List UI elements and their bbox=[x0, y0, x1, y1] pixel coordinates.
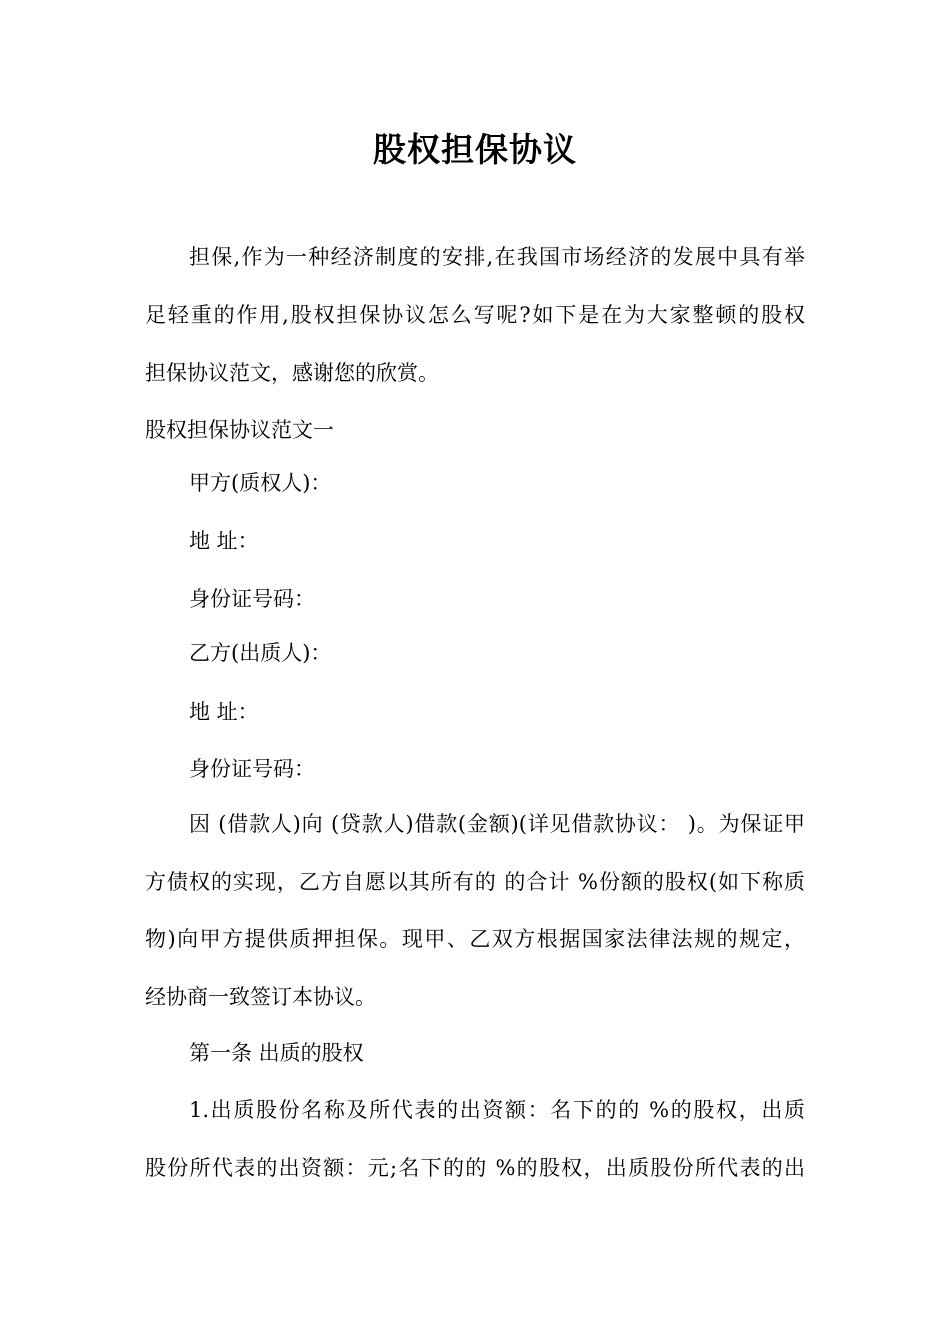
paragraph-line: 因 (借款人)向 (贷款人)借款(金额)(详见借款协议： )。为保证甲 bbox=[189, 812, 805, 836]
paragraph-line: 地 址： bbox=[189, 529, 259, 553]
paragraph-line: 身份证号码： bbox=[189, 587, 315, 611]
article-heading: 第一条 出质的股权 bbox=[189, 1041, 364, 1065]
paragraph-line: 方债权的实现，乙方自愿以其所有的 的合计 %份额的股权(如下称质 bbox=[145, 870, 805, 894]
paragraph-line: 身份证号码： bbox=[189, 757, 315, 781]
paragraph-line: 甲方(质权人)： bbox=[189, 471, 332, 495]
paragraph-line: 足轻重的作用,股权担保协议怎么写呢?如下是在为大家整顿的股权 bbox=[145, 303, 805, 327]
paragraph-line: 乙方(出质人)： bbox=[189, 641, 332, 665]
paragraph-line: 地 址： bbox=[189, 700, 259, 724]
section-heading: 股权担保协议范文一 bbox=[145, 418, 334, 442]
paragraph-line: 经协商一致签订本协议。 bbox=[145, 985, 376, 1009]
paragraph-line: 股份所代表的出资额：元;名下的的 %的股权，出质股份所代表的出 bbox=[145, 1156, 805, 1180]
paragraph-line: 担保协议范文，感谢您的欣赏。 bbox=[145, 361, 439, 385]
paragraph-line: 1.出质股份名称及所代表的出资额：名下的的 %的股权，出质 bbox=[189, 1098, 805, 1122]
paragraph-line: 担保,作为一种经济制度的安排,在我国市场经济的发展中具有举 bbox=[189, 245, 805, 269]
document-title: 股权担保协议 bbox=[373, 130, 577, 169]
paragraph-line: 物)向甲方提供质押担保。现甲、乙双方根据国家法律法规的规定， bbox=[145, 927, 805, 951]
